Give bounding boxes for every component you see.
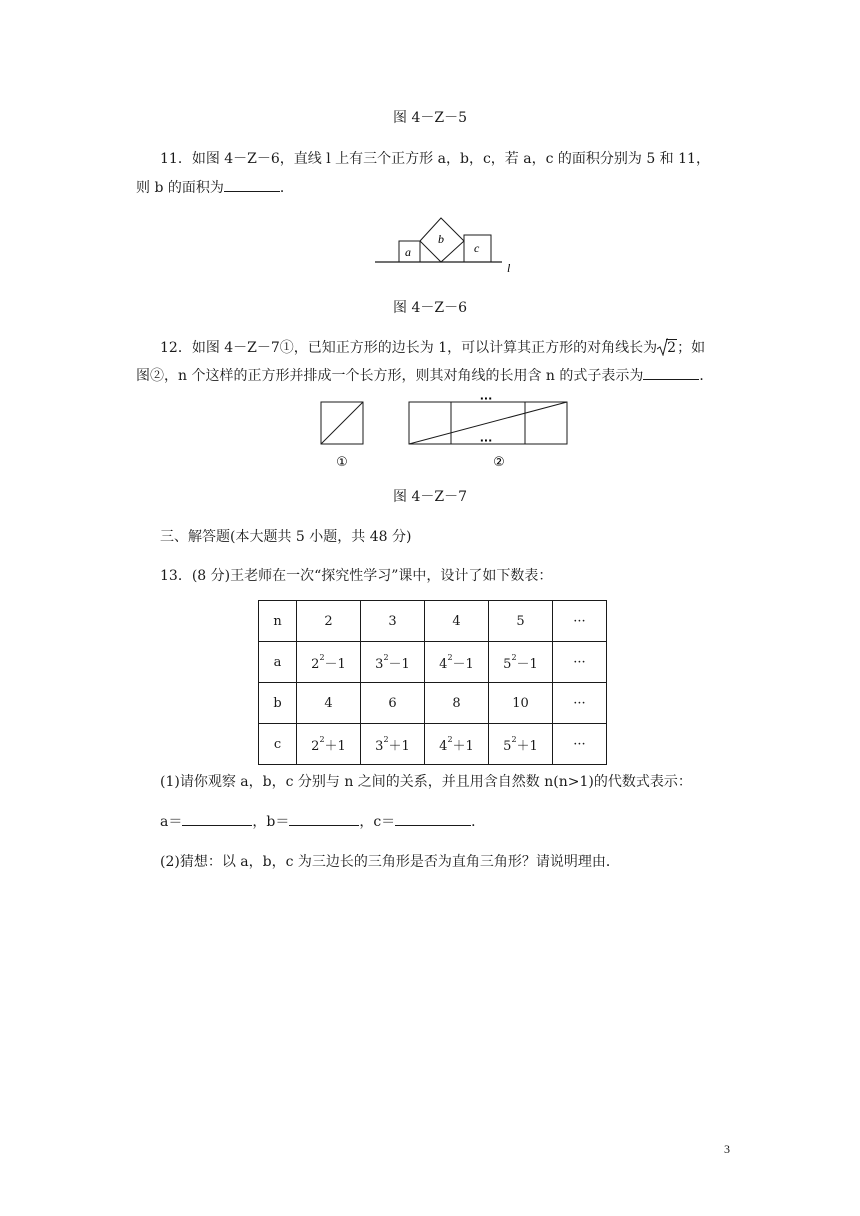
table-cell: $4^2+1$ <box>425 724 489 765</box>
label-figure-1: ① <box>336 455 348 470</box>
table-row-a <box>259 642 607 683</box>
figure-4-z-6 <box>370 210 530 278</box>
sqrt-expression <box>657 338 677 358</box>
figure-4-z-7 <box>315 394 577 472</box>
question-11-line-1: 11．如图 4－Z－6，直线 l 上有三个正方形 a，b，c，若 a，c 的面积分别为 5 和 11， <box>160 151 710 167</box>
table-cell: ··· <box>553 683 607 724</box>
table-cell: 10 <box>489 683 553 724</box>
figure-caption-4-z-6: 图 4－Z－6 <box>393 300 467 316</box>
answer-blank-b <box>289 813 359 826</box>
label-c: c <box>474 241 480 255</box>
table-cell: $3^2+1$ <box>361 724 425 765</box>
sqrt-sign-icon <box>657 338 668 356</box>
period: ． <box>699 368 714 384</box>
sqrt-radicand: 2 <box>667 340 677 356</box>
table-cell: 4 <box>297 683 361 724</box>
question-12-text-tail: ；如 <box>677 340 706 356</box>
answer-label-c: ，c＝ <box>359 814 396 830</box>
table-cell: c <box>259 724 297 765</box>
question-13-part-1: (1)请你观察 a，b，c 分别与 n 之间的关系，并且用含自然数 n(n>1)的代数式表示： <box>160 774 692 790</box>
table-cell: n <box>259 601 297 642</box>
question-12-text-2: 图②，n 个这样的正方形并排成一个长方形，则其对角线的长用含 n 的式子表示为 <box>136 368 644 384</box>
table-cell: $2^2+1$ <box>297 724 361 765</box>
answer-blank <box>643 367 699 380</box>
question-11-line-2 <box>136 178 716 198</box>
table-cell: ··· <box>553 642 607 683</box>
answer-label-a: a＝ <box>160 814 183 830</box>
question-13-part-1-answers <box>160 812 740 832</box>
label-b: b <box>438 232 444 246</box>
section-3-heading: 三、解答题(本大题共 5 小题，共 48 分) <box>160 529 412 545</box>
table-cell: $4^2-1$ <box>425 642 489 683</box>
dots-bottom: ··· <box>479 434 493 447</box>
table-cell: 3 <box>361 601 425 642</box>
table-cell: b <box>259 683 297 724</box>
table-cell: 8 <box>425 683 489 724</box>
label-l: l <box>507 261 511 275</box>
answer-blank-a <box>182 813 252 826</box>
table-cell: ··· <box>553 601 607 642</box>
table-cell: 2 <box>297 601 361 642</box>
table-cell: ··· <box>553 724 607 765</box>
table-cell: 4 <box>425 601 489 642</box>
question-12-text: 12．如图 4－Z－7①，已知正方形的边长为 1，可以计算其正方形的对角线长为 <box>160 340 658 356</box>
label-figure-2: ② <box>493 455 505 470</box>
figure-caption-4-z-7: 图 4－Z－7 <box>393 489 467 505</box>
answer-label-b: ，b＝ <box>252 814 290 830</box>
page-number: 3 <box>724 1142 730 1156</box>
table-cell: $2^2-1$ <box>297 642 361 683</box>
question-13-part-2: (2)猜想：以 a，b，c 为三边长的三角形是否为直角三角形？请说明理由． <box>160 854 620 870</box>
question-11-text: 则 b 的面积为 <box>136 180 224 196</box>
number-table <box>258 600 607 765</box>
table-row-n <box>259 601 607 642</box>
table-cell: $5^2-1$ <box>489 642 553 683</box>
table-cell: 5 <box>489 601 553 642</box>
question-13-intro: 13．(8 分)王老师在一次“探究性学习”课中，设计了如下数表： <box>160 568 553 584</box>
table-cell: 6 <box>361 683 425 724</box>
question-12-line-1 <box>160 338 760 358</box>
figure-caption-4-z-5: 图 4－Z－5 <box>393 110 467 126</box>
dots-top: ··· <box>479 394 493 405</box>
table-cell: a <box>259 642 297 683</box>
question-12-line-2 <box>136 366 746 386</box>
period: ． <box>471 814 486 830</box>
period: ． <box>279 180 294 196</box>
label-a: a <box>405 245 411 259</box>
table-cell: $3^2-1$ <box>361 642 425 683</box>
answer-blank <box>224 179 280 192</box>
table-row-b <box>259 683 607 724</box>
unit-square-diagonal <box>321 402 363 444</box>
table-cell: $5^2+1$ <box>489 724 553 765</box>
answer-blank-c <box>395 813 471 826</box>
table-row-c <box>259 724 607 765</box>
